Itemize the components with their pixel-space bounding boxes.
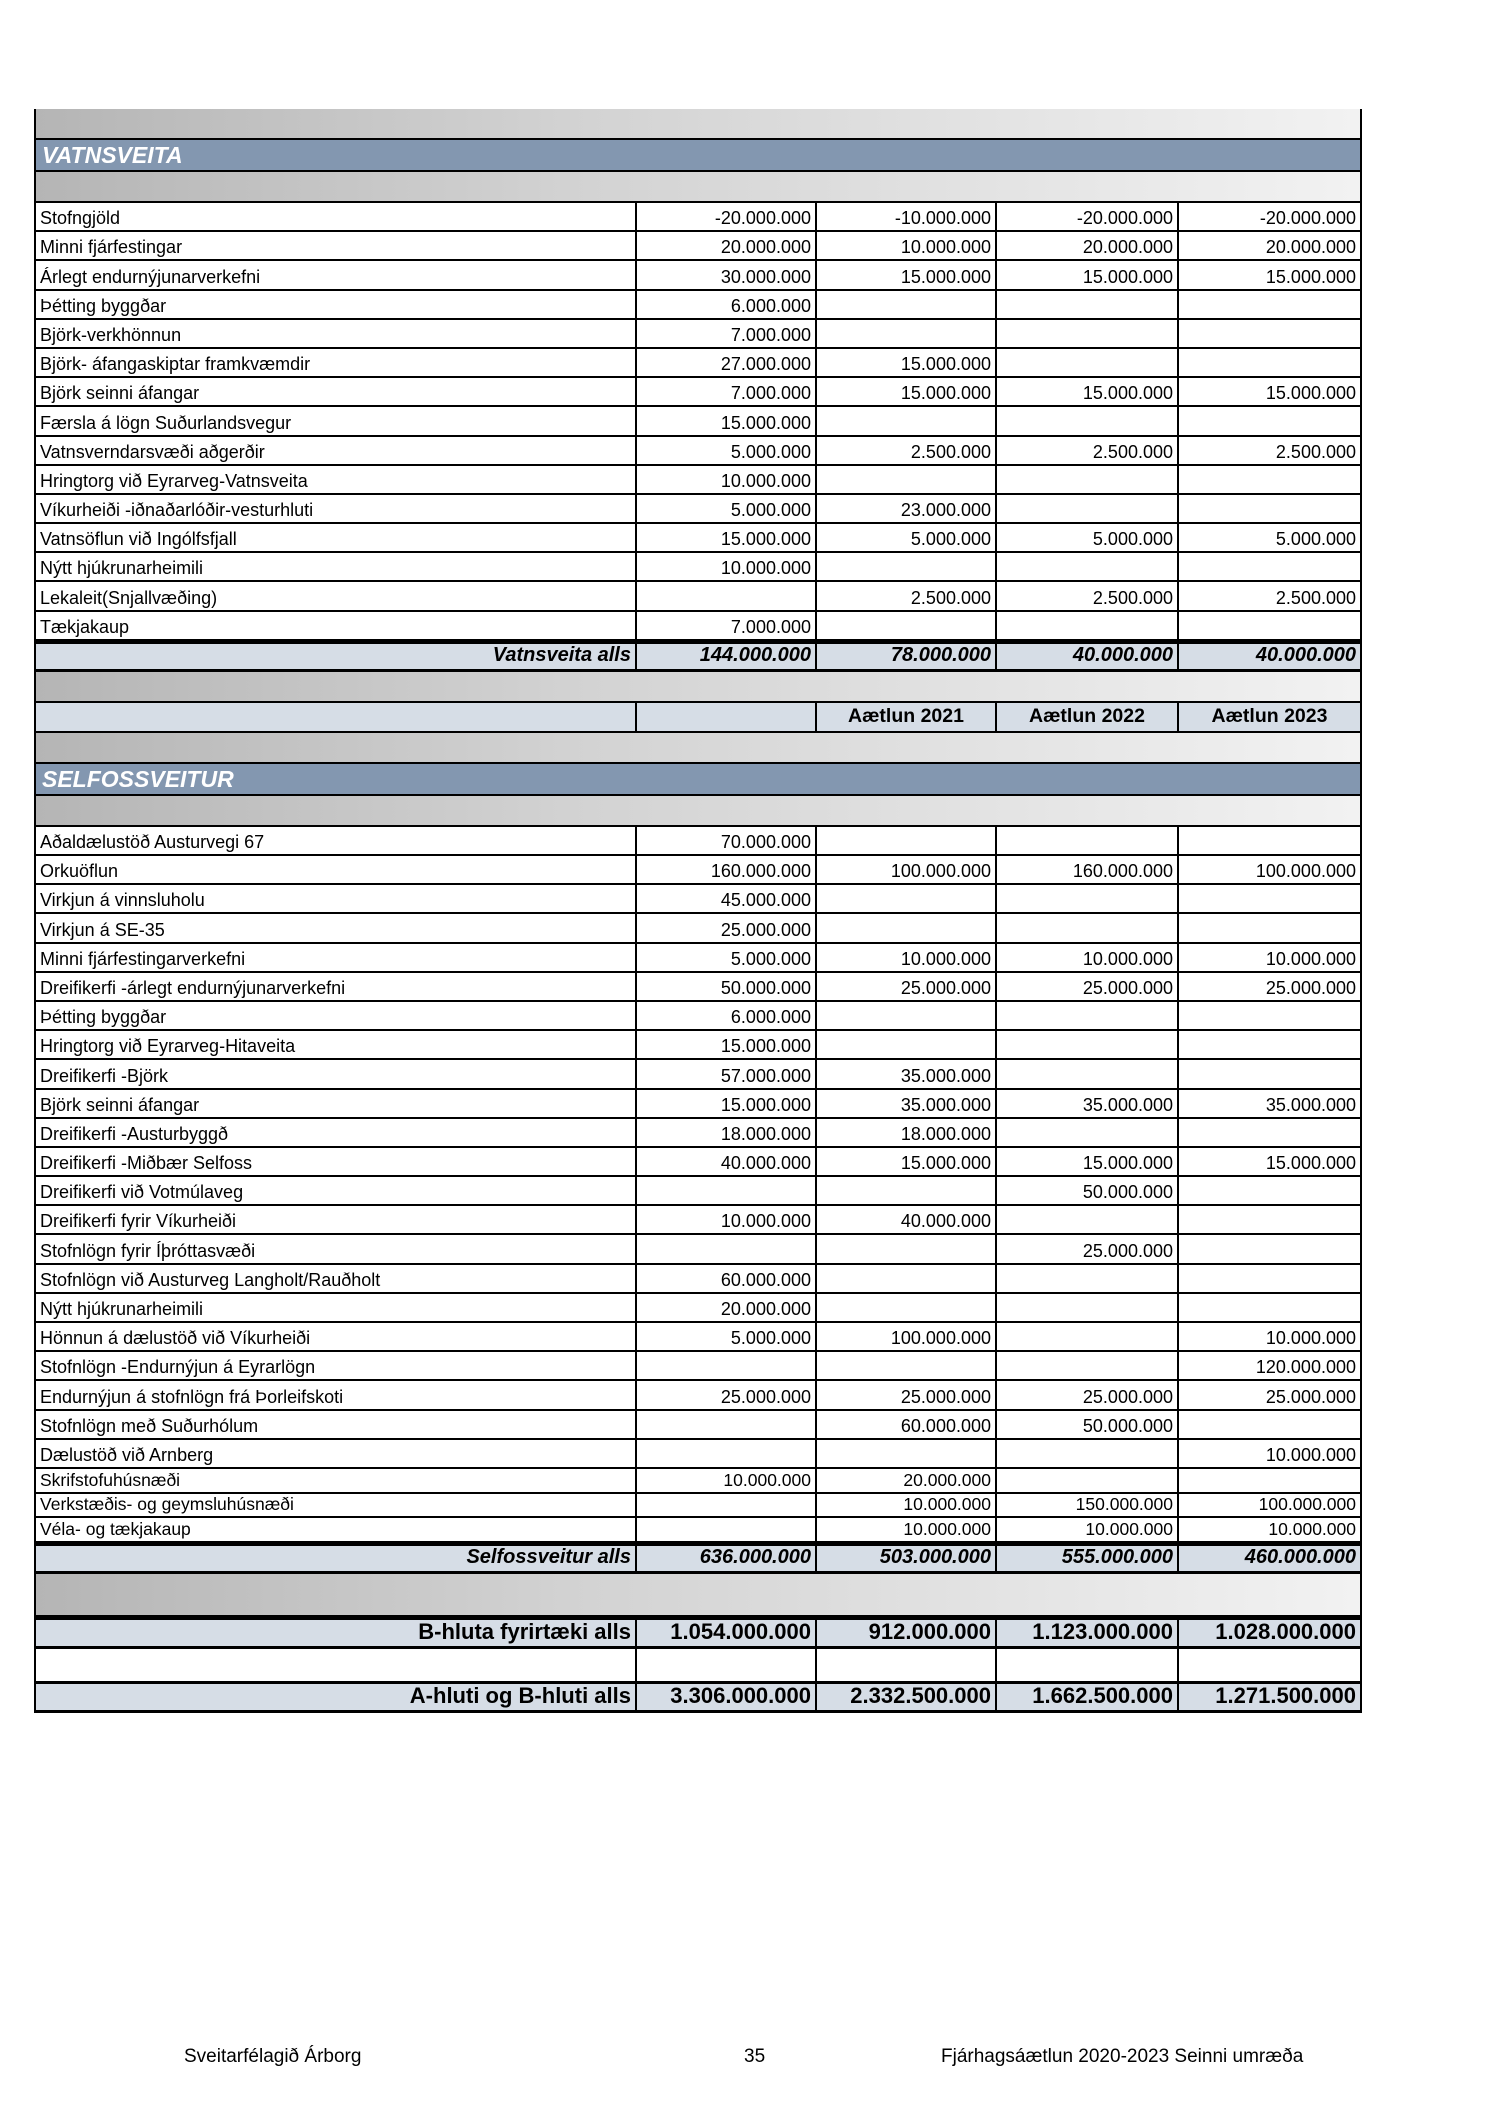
amount-cell: 35.000.000 [817,1060,997,1087]
amount-cell: 1.028.000.000 [1215,1619,1356,1645]
amount-cell: 10.000.000 [997,1518,1179,1541]
amount-cell [997,1323,1179,1350]
amount-cell [637,1177,817,1204]
row-label: Virkjun á SE-35 [36,914,637,941]
row-label: Dreifikerfi -árlegt endurnýjunarverkefni [36,973,637,1000]
table-row [36,232,1360,261]
amount-cell: 100.000.000 [817,1323,997,1350]
amount-cell: 50.000.000 [637,973,817,1000]
amount-cell [817,553,997,580]
amount-cell: 25.000.000 [997,1235,1179,1262]
amount-cell: 10.000.000 [637,1469,817,1492]
amount-cell: 15.000.000 [997,261,1179,288]
table-row [36,320,1360,349]
table-row [36,1352,1360,1381]
amount-cell [817,1031,997,1058]
table-row [36,291,1360,320]
amount-cell [1179,612,1360,639]
row-label: Björk seinni áfangar [36,1090,637,1117]
empty-cell [1179,1649,1360,1681]
table-row [36,203,1360,232]
amount-cell: 120.000.000 [1255,1357,1356,1378]
amount-cell: 25.000.000 [1265,977,1356,998]
section-total-row [36,1543,1360,1574]
amount-cell [817,827,997,854]
amount-cell: 160.000.000 [997,856,1179,883]
separator-band [36,796,1360,827]
amount-cell [817,407,997,434]
column-header: Aætlun 2021 [817,703,997,731]
amount-cell: 25.000.000 [997,973,1179,1000]
amount-cell: 20.000.000 [817,1469,997,1492]
amount-cell: 15.000.000 [817,261,997,288]
amount-cell [817,914,997,941]
row-label: Selfossveitur alls [36,1546,637,1571]
amount-cell: 1.054.000.000 [637,1620,817,1646]
table-row [36,1002,1360,1031]
row-label: Aðaldælustöð Austurvegi 67 [36,827,637,854]
amount-cell [997,320,1179,347]
amount-cell [817,1440,997,1467]
amount-cell [817,466,997,493]
table-row [36,1148,1360,1177]
amount-cell: 2.500.000 [997,582,1179,609]
amount-cell: 60.000.000 [637,1265,817,1292]
amount-cell [637,1440,817,1467]
amount-cell [1179,466,1360,493]
grand-total-row [36,1617,1360,1649]
amount-cell: 100.000.000 [817,856,997,883]
amount-cell: 7.000.000 [637,378,817,405]
amount-cell [997,495,1179,522]
amount-cell: 40.000.000 [637,1148,817,1175]
amount-cell: 10.000.000 [1265,1328,1356,1349]
amount-cell: 2.500.000 [997,437,1179,464]
amount-cell: 15.000.000 [637,524,817,551]
table-row [36,1060,1360,1089]
amount-cell [997,1031,1179,1058]
amount-cell [817,1265,997,1292]
amount-cell: 144.000.000 [637,644,817,669]
table-row [36,1206,1360,1235]
table-row [36,1411,1360,1440]
row-label: Stofnlögn með Suðurhólum [36,1411,637,1438]
section-header: VATNSVEITA [36,140,1360,172]
amount-cell: 150.000.000 [997,1494,1179,1517]
amount-cell [1179,1265,1360,1292]
table-row [36,378,1360,407]
amount-cell: 15.000.000 [637,1090,817,1117]
amount-cell: 23.000.000 [817,495,997,522]
amount-cell: 30.000.000 [637,261,817,288]
amount-cell [997,1206,1179,1233]
amount-cell [1179,291,1360,318]
amount-cell: 25.000.000 [817,1381,997,1408]
row-label: Þétting byggðar [36,1002,637,1029]
row-label: Virkjun á vinnsluholu [36,885,637,912]
table-row [36,1090,1360,1119]
row-label: Nýtt hjúkrunarheimili [36,1294,637,1321]
amount-cell: 5.000.000 [1275,529,1356,550]
amount-cell: 25.000.000 [637,914,817,941]
column-header [36,703,637,731]
section-total-row [36,641,1360,672]
amount-cell: 10.000.000 [1268,1518,1356,1539]
amount-cell: 25.000.000 [817,973,997,1000]
amount-cell: 15.000.000 [1265,266,1356,287]
amount-cell [997,1469,1179,1492]
amount-cell: 35.000.000 [817,1090,997,1117]
amount-cell: 6.000.000 [637,291,817,318]
table-row [36,261,1360,290]
amount-cell: 2.332.500.000 [817,1684,997,1710]
amount-cell [1179,1294,1360,1321]
table-row [36,914,1360,943]
amount-cell [1179,1119,1360,1146]
table-row [36,466,1360,495]
separator-band [36,1574,1360,1617]
row-label: Hönnun á dælustöð við Víkurheiði [36,1323,637,1350]
amount-cell: 78.000.000 [817,644,997,669]
amount-cell [1179,914,1360,941]
blank-row [36,1649,1360,1681]
amount-cell: 10.000.000 [817,1518,997,1541]
amount-cell [817,612,997,639]
amount-cell [997,291,1179,318]
amount-cell: 60.000.000 [817,1411,997,1438]
table-row [36,407,1360,436]
table-row [36,1381,1360,1410]
amount-cell: 1.123.000.000 [997,1620,1179,1646]
section-header: SELFOSSVEITUR [36,764,1360,796]
table-row [36,495,1360,524]
amount-cell: 15.000.000 [637,1031,817,1058]
column-header: Aætlun 2022 [997,703,1179,731]
table-row [36,1518,1360,1543]
column-header [637,703,817,731]
amount-cell: 20.000.000 [637,1294,817,1321]
table-row [36,856,1360,885]
amount-cell: 10.000.000 [637,466,817,493]
table-row [36,612,1360,641]
row-label: Árlegt endurnýjunarverkefni [36,261,637,288]
row-label: Færsla á lögn Suðurlandsvegur [36,407,637,434]
row-label: Björk seinni áfangar [36,378,637,405]
row-label: A-hluti og B-hluti alls [36,1684,637,1710]
amount-cell [1179,1235,1360,1262]
row-label: Nýtt hjúkrunarheimili [36,553,637,580]
amount-cell: 50.000.000 [997,1177,1179,1204]
amount-cell: 2.500.000 [1275,441,1356,462]
amount-cell: 5.000.000 [997,524,1179,551]
amount-cell [1179,495,1360,522]
amount-cell: 40.000.000 [1255,644,1356,667]
amount-cell: 25.000.000 [1265,1386,1356,1407]
table-row [36,1177,1360,1206]
amount-cell: 10.000.000 [637,1206,817,1233]
amount-cell [997,1294,1179,1321]
amount-cell: 5.000.000 [637,944,817,971]
amount-cell: 40.000.000 [997,644,1179,669]
table-row [36,1323,1360,1352]
row-label: Lekaleit(Snjallvæðing) [36,582,637,609]
empty-cell [36,1649,637,1681]
row-label: Stofnlögn -Endurnýjun á Eyrarlögn [36,1352,637,1379]
amount-cell [997,914,1179,941]
amount-cell [637,1518,817,1541]
row-label: Dreifikerfi -Miðbær Selfoss [36,1148,637,1175]
table-row [36,349,1360,378]
amount-cell [817,1002,997,1029]
amount-cell [1179,407,1360,434]
table-row [36,582,1360,611]
amount-cell: 5.000.000 [637,495,817,522]
amount-cell: 2.500.000 [817,582,997,609]
amount-cell: 3.306.000.000 [637,1684,817,1710]
amount-cell: -10.000.000 [817,203,997,230]
row-label: Dælustöð við Arnberg [36,1440,637,1467]
amount-cell: 15.000.000 [637,407,817,434]
amount-cell [1179,1002,1360,1029]
table-row [36,885,1360,914]
amount-cell: -20.000.000 [1259,208,1356,229]
amount-cell: 40.000.000 [817,1206,997,1233]
amount-cell [817,320,997,347]
row-label: Stofnlögn við Austurveg Langholt/Rauðholt [36,1265,637,1292]
row-label: Dreifikerfi -Austurbyggð [36,1119,637,1146]
amount-cell [1179,1031,1360,1058]
amount-cell [637,1494,817,1517]
amount-cell: 6.000.000 [637,1002,817,1029]
row-label: Skrifstofuhúsnæði [36,1469,637,1492]
row-label: Stofnlögn fyrir Íþróttasvæði [36,1235,637,1262]
amount-cell: 35.000.000 [1265,1094,1356,1115]
row-label: Víkurheiði -iðnaðarlóðir-vesturhluti [36,495,637,522]
row-label: Vatnsveita alls [36,644,637,669]
row-label: Tækjakaup [36,612,637,639]
row-label: Hringtorg við Eyrarveg-Vatnsveita [36,466,637,493]
amount-cell: 1.271.500.000 [1215,1683,1356,1709]
amount-cell: 20.000.000 [637,232,817,259]
row-label: Endurnýjun á stofnlögn frá Þorleifskoti [36,1381,637,1408]
amount-cell: 10.000.000 [817,1494,997,1517]
table-row [36,553,1360,582]
table-row [36,1031,1360,1060]
amount-cell [817,1177,997,1204]
amount-cell: 2.500.000 [817,437,997,464]
amount-cell: 460.000.000 [1244,1546,1356,1569]
row-label: Minni fjárfestingarverkefni [36,944,637,971]
amount-cell [997,349,1179,376]
amount-cell: 35.000.000 [997,1090,1179,1117]
amount-cell: 15.000.000 [817,349,997,376]
separator-band [36,672,1360,703]
amount-cell [997,553,1179,580]
amount-cell: 636.000.000 [637,1546,817,1571]
amount-cell [997,885,1179,912]
amount-cell [1179,1411,1360,1438]
footer-document-title: Fjárhagsáætlun 2020-2023 Seinni umræða [941,2046,1304,2067]
amount-cell: 57.000.000 [637,1060,817,1087]
table-row [36,1440,1360,1469]
amount-cell: 7.000.000 [637,320,817,347]
amount-cell [817,1352,997,1379]
empty-cell [997,1649,1179,1681]
amount-cell [997,827,1179,854]
amount-cell [997,1352,1179,1379]
amount-cell: 5.000.000 [817,524,997,551]
amount-cell: 10.000.000 [817,944,997,971]
row-label: Vatnsverndarsvæði aðgerðir [36,437,637,464]
amount-cell: 10.000.000 [637,553,817,580]
page-number: 35 [744,2046,766,2067]
row-label: Minni fjárfestingar [36,232,637,259]
row-label: Hringtorg við Eyrarveg-Hitaveita [36,1031,637,1058]
amount-cell: 70.000.000 [637,827,817,854]
row-label: Dreifikerfi við Votmúlaveg [36,1177,637,1204]
row-label: Björk-verkhönnun [36,320,637,347]
amount-cell: 10.000.000 [1265,948,1356,969]
amount-cell: 10.000.000 [817,232,997,259]
amount-cell [1179,827,1360,854]
row-label: Orkuöflun [36,856,637,883]
amount-cell: -20.000.000 [997,203,1179,230]
amount-cell: 10.000.000 [1265,1444,1356,1465]
amount-cell [637,582,817,609]
amount-cell: 15.000.000 [997,378,1179,405]
amount-cell: 5.000.000 [637,437,817,464]
amount-cell: -20.000.000 [637,203,817,230]
amount-cell: 15.000.000 [817,1148,997,1175]
separator-band [36,172,1360,203]
row-label: Dreifikerfi -Björk [36,1060,637,1087]
column-header-row [36,703,1360,733]
amount-cell: 15.000.000 [997,1148,1179,1175]
amount-cell [997,407,1179,434]
amount-cell: 20.000.000 [997,232,1179,259]
amount-cell [997,612,1179,639]
amount-cell: 2.500.000 [1275,587,1356,608]
amount-cell [817,885,997,912]
amount-cell: 15.000.000 [1265,383,1356,404]
amount-cell [817,291,997,318]
amount-cell: 25.000.000 [997,1381,1179,1408]
budget-table [34,109,1362,1713]
amount-cell: 912.000.000 [817,1620,997,1646]
amount-cell: 20.000.000 [1265,237,1356,258]
amount-cell: 15.000.000 [817,378,997,405]
row-label: Stofngjöld [36,203,637,230]
row-label: Björk- áfangaskiptar framkvæmdir [36,349,637,376]
empty-cell [637,1649,817,1681]
amount-cell [997,1119,1179,1146]
grand-total-row [36,1681,1360,1713]
amount-cell: 50.000.000 [997,1411,1179,1438]
table-row [36,524,1360,553]
table-row [36,437,1360,466]
amount-cell: 10.000.000 [997,944,1179,971]
amount-cell: 18.000.000 [637,1119,817,1146]
amount-cell: 18.000.000 [817,1119,997,1146]
amount-cell [637,1411,817,1438]
amount-cell: 1.662.500.000 [997,1684,1179,1710]
amount-cell [1179,1060,1360,1087]
table-row [36,944,1360,973]
separator-band [36,109,1360,140]
table-row [36,973,1360,1002]
column-header: Aætlun 2023 [1211,704,1328,727]
empty-cell [817,1649,997,1681]
amount-cell [637,1352,817,1379]
table-row [36,1265,1360,1294]
amount-cell [997,466,1179,493]
amount-cell: 5.000.000 [637,1323,817,1350]
amount-cell: 100.000.000 [1255,861,1356,882]
table-row [36,1235,1360,1264]
amount-cell [1179,1177,1360,1204]
table-row [36,1494,1360,1519]
amount-cell [1179,1469,1360,1492]
table-row [36,827,1360,856]
table-row [36,1469,1360,1494]
row-label: Véla- og tækjakaup [36,1518,637,1541]
amount-cell [1179,320,1360,347]
table-row [36,1294,1360,1323]
row-label: B-hluta fyrirtæki alls [36,1620,637,1646]
amount-cell [817,1294,997,1321]
amount-cell [997,1440,1179,1467]
amount-cell: 45.000.000 [637,885,817,912]
table-row [36,1119,1360,1148]
amount-cell: 100.000.000 [1258,1494,1356,1515]
row-label: Dreifikerfi fyrir Víkurheiði [36,1206,637,1233]
amount-cell [1179,349,1360,376]
footer-municipality: Sveitarfélagið Árborg [184,2046,362,2067]
amount-cell: 15.000.000 [1265,1153,1356,1174]
row-label: Vatnsöflun við Ingólfsfjall [36,524,637,551]
amount-cell: 555.000.000 [997,1546,1179,1571]
amount-cell: 7.000.000 [637,612,817,639]
amount-cell [1179,553,1360,580]
separator-band [36,733,1360,764]
amount-cell [997,1265,1179,1292]
amount-cell: 25.000.000 [637,1381,817,1408]
amount-cell [997,1002,1179,1029]
amount-cell: 27.000.000 [637,349,817,376]
amount-cell [1179,1206,1360,1233]
row-label: Verkstæðis- og geymsluhúsnæði [36,1494,637,1517]
amount-cell: 503.000.000 [817,1546,997,1571]
amount-cell: 160.000.000 [637,856,817,883]
amount-cell [817,1235,997,1262]
amount-cell [997,1060,1179,1087]
amount-cell [1179,885,1360,912]
amount-cell [637,1235,817,1262]
row-label: Þétting byggðar [36,291,637,318]
